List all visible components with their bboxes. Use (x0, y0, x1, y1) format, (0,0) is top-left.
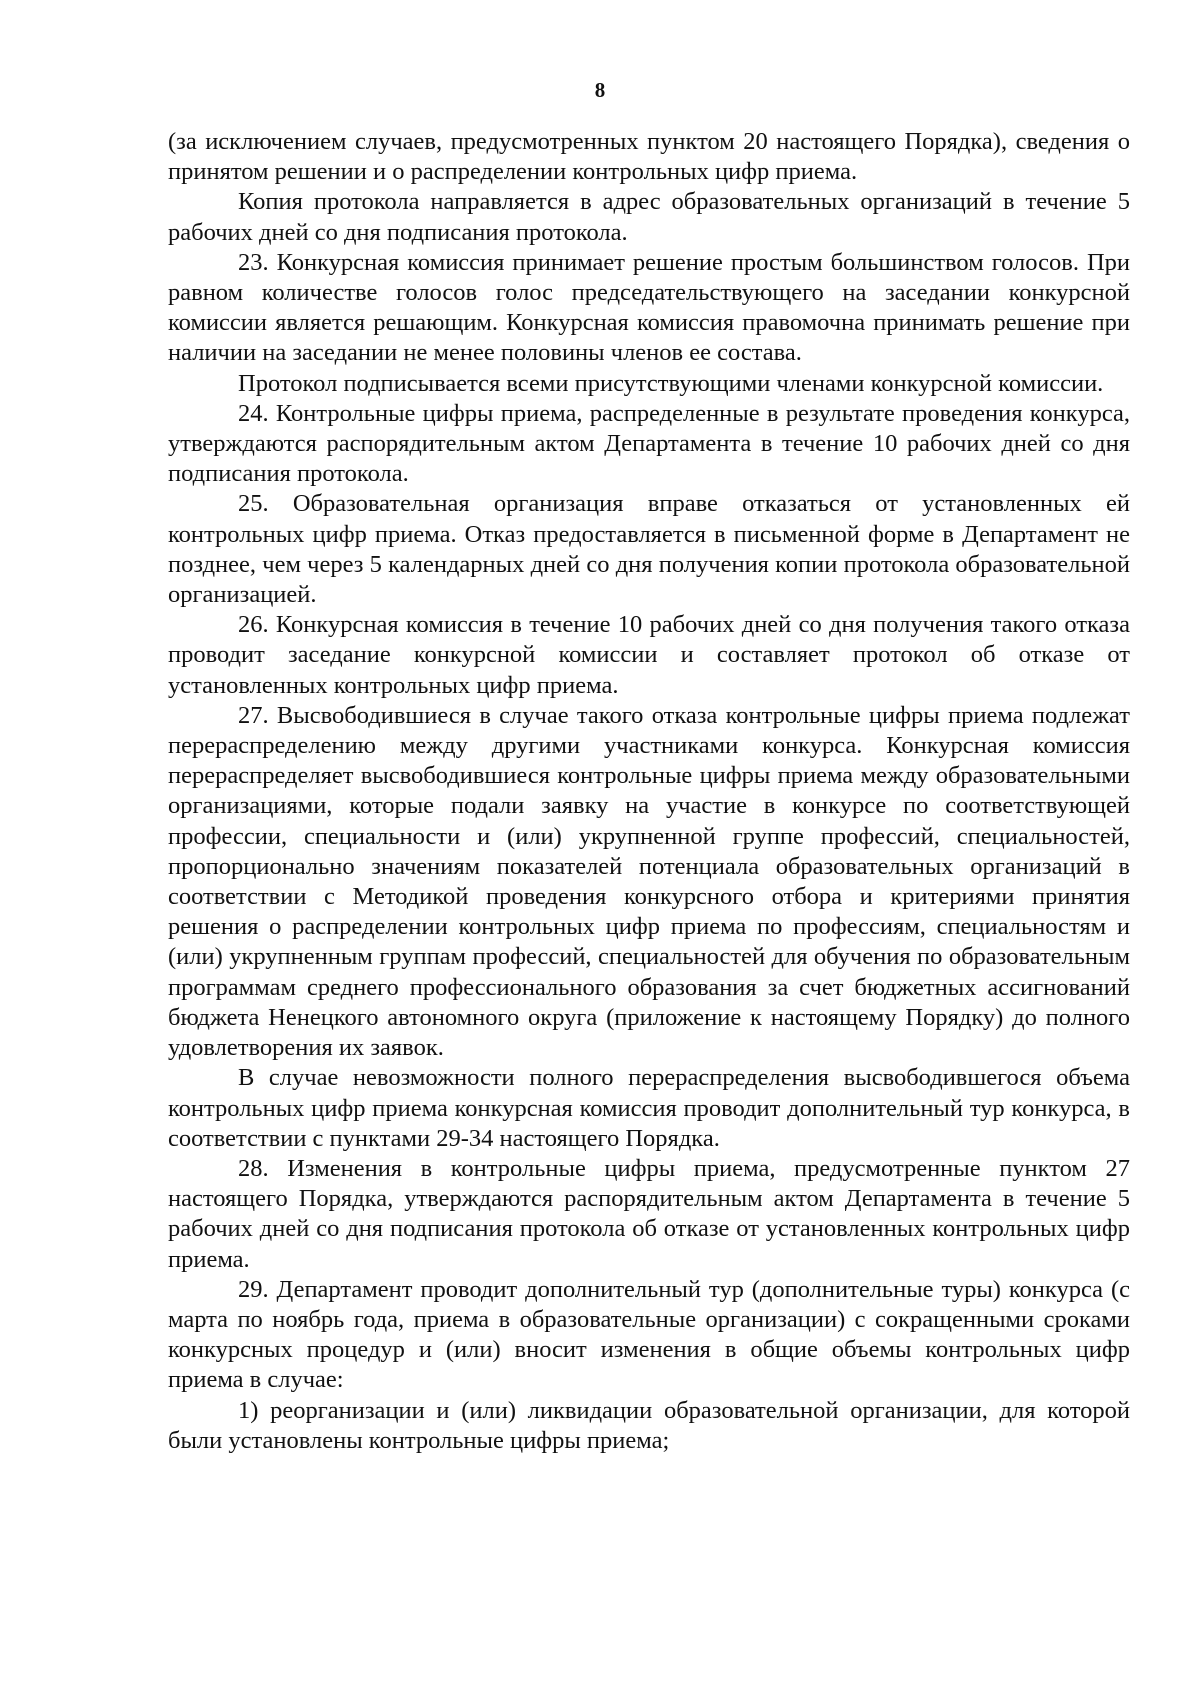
paragraph-item-26: 26. Конкурсная комиссия в течение 10 рабочих дней со дня получения такого отказа проводит заседание конкурсной комиссии и составляет протокол об отказе от установленных контрольных цифр приема. (168, 611, 1130, 699)
paragraph-additional-round: В случае невозможности полного перераспределения высвободившегося объема контрольных цифр приема конкурсная комиссия проводит дополнительный тур конкурса, в соответствии с пунктами 29-34 настоящего Порядка. (168, 1064, 1130, 1152)
paragraph-protocol-signing: Протокол подписывается всеми присутствующими членами конкурсной комиссии. (238, 369, 1104, 397)
paragraph-item-27: 27. Высвободившиеся в случае такого отказа контрольные цифры приема подлежат перераспределению между другими участниками конкурса. Конкурсная комиссия перераспределяет высвободившиеся контрольные цифры приема между образовательными организациями, которые подали заявку на участие в конкурсе по соответствующей профессии, специальности и (или) укрупненной группе профессий, специальностей, пропорционально значениям показателей потенциала образовательных организаций в соответствии с Методикой проведения конкурсного отбора и критериями принятия решения о распределении контрольных цифр приема по профессиям, специальностям и (или) укрупненным группам профессий, специальностей для обучения по образовательным программам среднего профессионального образования за счет бюджетных ассигнований бюджета Ненецкого автономного округа (приложение к настоящему Порядку) до полного удовлетворения их заявок. (168, 701, 1130, 1062)
page-number: 8 (594, 78, 606, 102)
paragraph-item-24: 24. Контрольные цифры приема, распределенные в результате проведения конкурса, утверждаются распорядительным актом Департамента в течение 10 рабочих дней со дня подписания протокола. (168, 399, 1130, 488)
paragraph-continuation: (за исключением случаев, предусмотренных пунктом 20 настоящего Порядка), сведения о принятом решении и о распределении контрольных цифр приема. (168, 128, 1130, 186)
document-body (168, 127, 1130, 1456)
paragraph-protocol-copy: Копия протокола направляется в адрес образовательных организаций в течение 5 рабочих дней со дня подписания протокола. (168, 188, 1130, 246)
paragraph-item-29: 29. Департамент проводит дополнительный тур (дополнительные туры) конкурса (с марта по ноябрь года, приема в образовательные организации) с сокращенными сроками конкурсных процедур и (или) вносит изменения в общие объемы контрольных цифр приема в случае: (168, 1275, 1130, 1394)
paragraph-item-23: 23. Конкурсная комиссия принимает решение простым большинством голосов. При равном количестве голосов голос председательствующего на заседании конкурсной комиссии является решающим. Конкурсная комиссия правомочна принимать решение при наличии на заседании не менее половины членов ее состава. (168, 248, 1130, 367)
paragraph-item-29-subitem-1: 1) реорганизации и (или) ликвидации образовательной организации, для которой были установлены контрольные цифры приема; (168, 1396, 1130, 1454)
paragraph-item-25: 25. Образовательная организация вправе отказаться от установленных ей контрольных цифр приема. Отказ предоставляется в письменной форме в Департамент не позднее, чем через 5 календарных дней со дня получения копии протокола образовательной организацией. (168, 490, 1130, 609)
paragraph-item-28: 28. Изменения в контрольные цифры приема, предусмотренные пунктом 27 настоящего Порядка, утверждаются распорядительным актом Департамента в течение 5 рабочих дней со дня подписания протокола об отказе от установленных контрольных цифр приема. (168, 1154, 1130, 1273)
